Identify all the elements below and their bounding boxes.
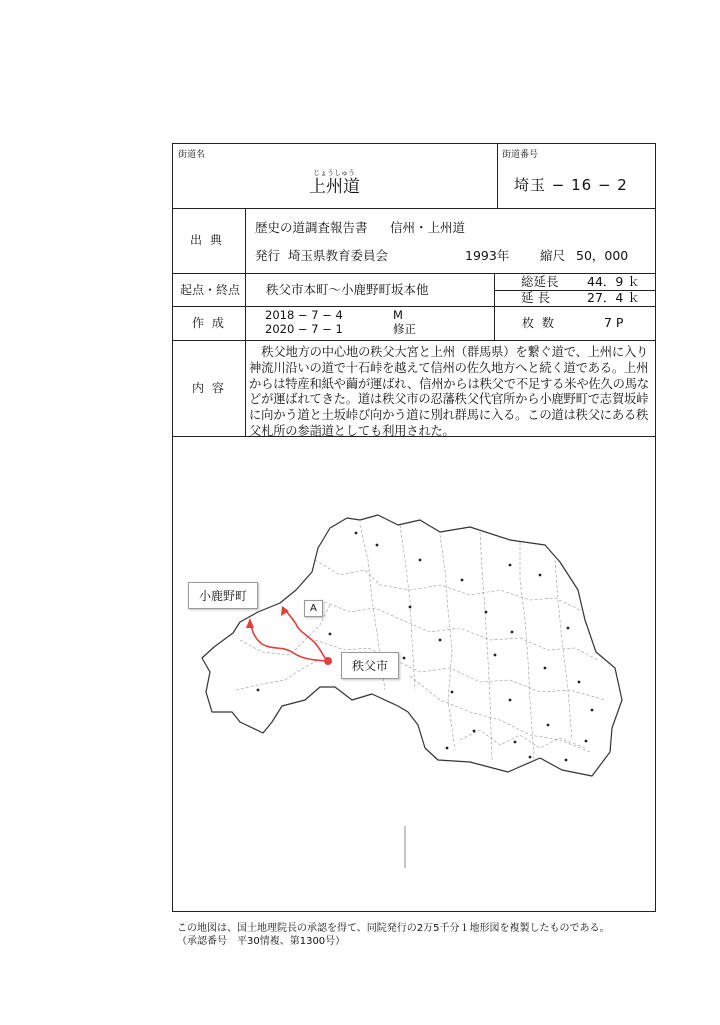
road-name-ruby: じょうしゅう: [313, 169, 355, 177]
content-text: 秩父地方の中心地の秩父大宮と上州（群馬県）を繋ぐ道で、上州に入り神流川沿いの道で十石峠を越えて信州の佐久地方へと続く道である。上州からは特産和紙や繭が運ばれ、信州からは秩父で不足する米や佐久の馬などが運ばれてきた。道は秩父市の忍藩秩父代官所から小鹿野町で志賀坂峠に向かう道と土坂峠び向かう道に別れ群馬に入る。この道は秩父にある秩父札所の参詣道としても利用された。: [249, 345, 649, 438]
pages-value: 7 P: [604, 315, 624, 330]
publish-year: 1993年: [465, 248, 510, 263]
content-label: 内 容: [192, 381, 226, 395]
publisher: 埼玉県教育委員会: [288, 248, 389, 263]
created-note-2: 修正: [393, 322, 416, 336]
route-value: 秩父市本町〜小鹿野町坂本他: [266, 282, 429, 297]
divider: [245, 208, 246, 436]
road-number: 埼玉 − 16 − 2: [514, 176, 628, 194]
length-label: 延 長: [521, 290, 550, 305]
created-label: 作 成: [192, 316, 226, 330]
road-name-label: 街道名: [178, 150, 206, 160]
label-chichibu: 秩父市: [341, 652, 399, 679]
scale-value: 50，000: [576, 248, 629, 263]
road-name: 上州道: [309, 177, 360, 197]
created-date-2: 2020 − 7 − 1: [265, 322, 343, 336]
created-date-1: 2018 − 7 − 4: [265, 308, 343, 322]
source-label: 出 典: [190, 233, 224, 247]
divider: [497, 143, 498, 208]
source-title: 歴史の道調査報告書: [255, 220, 368, 235]
route-label: 起点・終点: [180, 283, 241, 297]
total-length-label: 総延長: [521, 274, 559, 289]
length-value: 27．4 ｋ: [587, 290, 640, 305]
divider: [494, 273, 495, 340]
label-ogano: 小鹿野町: [188, 582, 258, 609]
footer-note: この地図は、国土地理院長の承認を得て、同院発行の2万5千分１地形図を複製したものである。: [177, 923, 610, 934]
scale-label: 縮尺: [540, 248, 566, 263]
total-length-value: 44．9 ｋ: [587, 274, 640, 289]
created-note-1: M: [393, 308, 403, 322]
label-route-a: A: [304, 600, 323, 617]
road-number-label: 街道番号: [502, 150, 539, 160]
pages-label: 枚 数: [522, 316, 556, 330]
publisher-label: 発行: [255, 248, 281, 263]
source-subtitle: 信州・上州道: [390, 220, 466, 235]
footer-approval: （承認番号 平30情複、第1300号）: [177, 936, 346, 947]
